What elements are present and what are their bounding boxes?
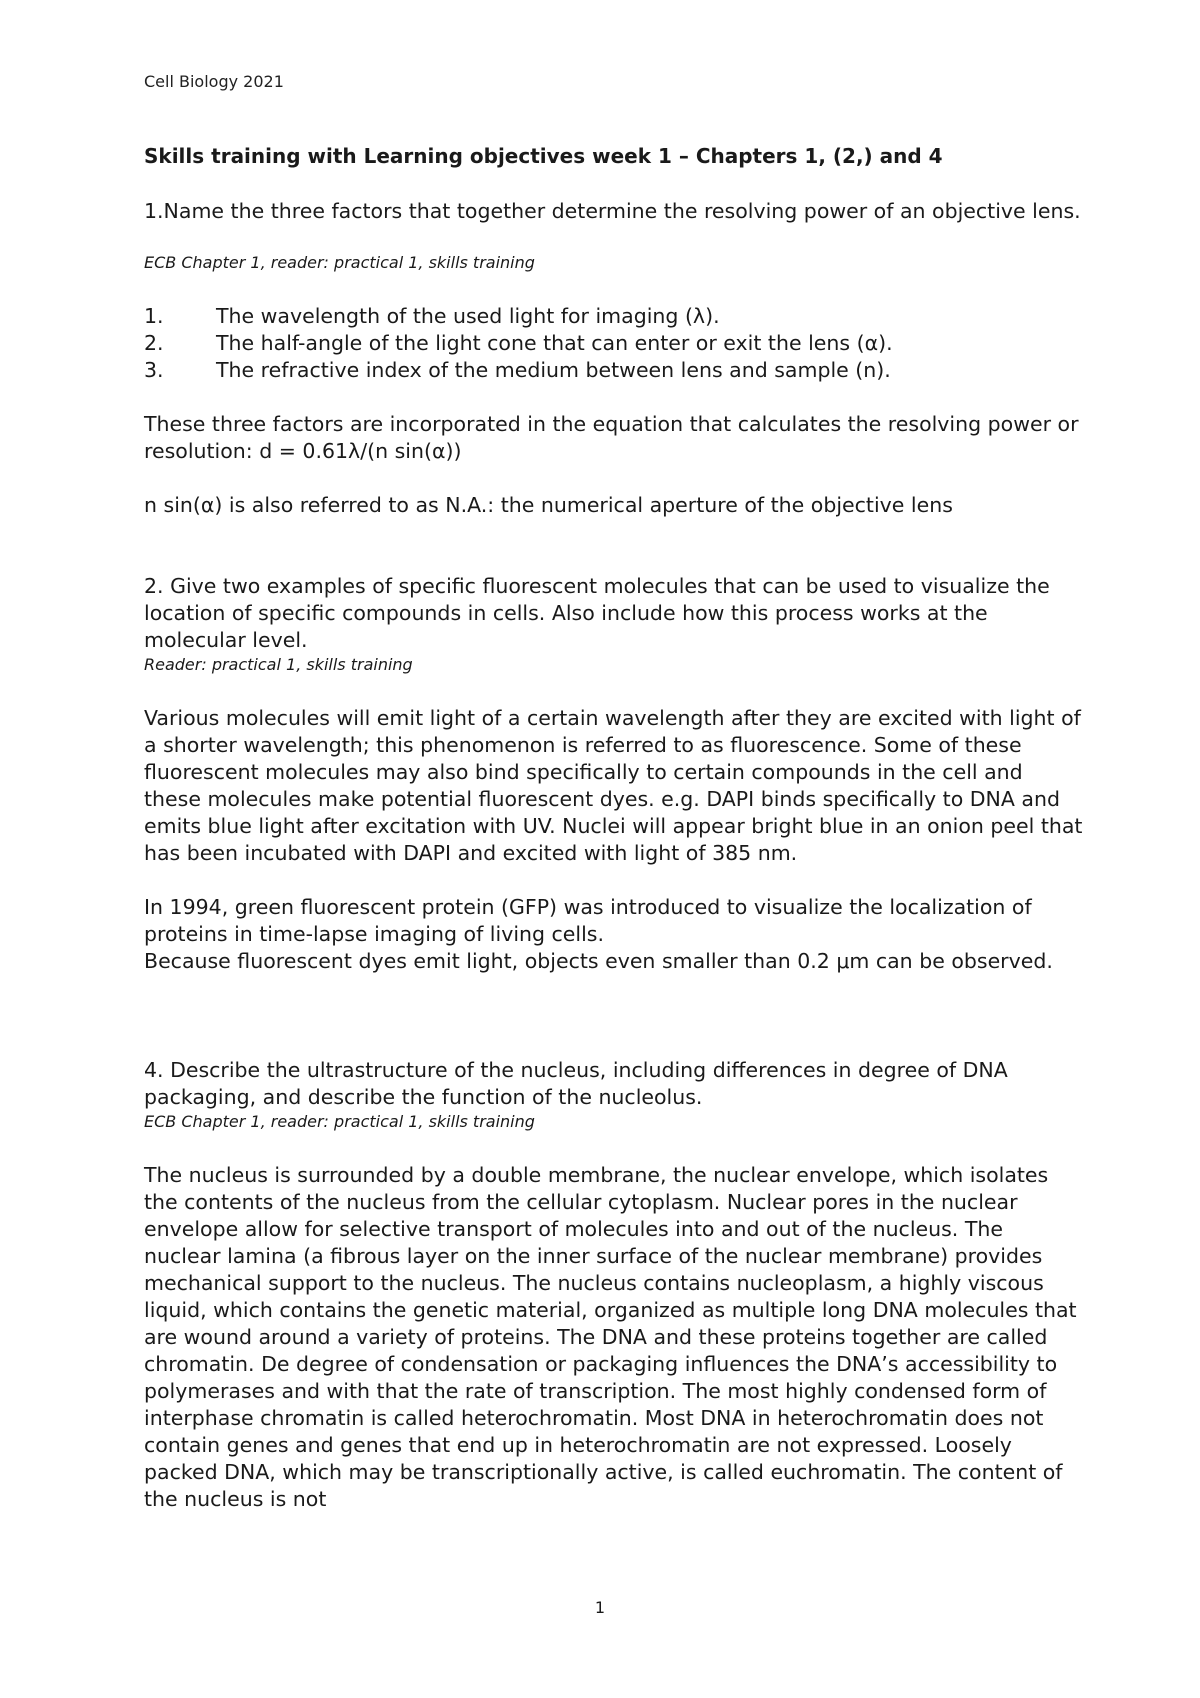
question-2: 2. Give two examples of specific fluorescent molecules that can be used to visualize the location of specific compounds in cells. Also include how this process works at the molecular level. <box>144 574 1050 652</box>
running-header: Cell Biology 2021 <box>144 72 284 91</box>
answer-4-paragraph-1: The nucleus is surrounded by a double membrane, the nuclear envelope, which isolates the contents of the nucleus from the cellular cytoplasm. Nuclear pores in the nuclear envelope allow for selective transport of molecules into and out of the nucleus. The nuclear lamina (a fibrous layer on the inner surface of the nuclear membrane) provides mechanical support to the nucleus. The nucleus contains nucleoplasm, a highly viscous liquid, which contains the genetic material, organized as multiple long DNA molecules that are wound around a variety of proteins. The DNA and these proteins together are called chromatin. De degree of condensation or packaging influences the DNA’s accessibility to polymerases and with that the rate of transcription. The most highly condensed form of interphase chromatin is called heterochromatin. Most DNA in heterochromatin does not contain genes and genes that end up in heterochromatin are not expressed. Loosely packed DNA, which may be transcriptionally active, is called euchromatin. The content of the nucleus is not <box>144 1163 1077 1511</box>
answer-2-paragraph-3: Because fluorescent dyes emit light, objects even smaller than 0.2 μm can be observed. <box>144 949 1053 973</box>
answer-list-item-3 <box>144 357 1084 384</box>
question-4: 4. Describe the ultrastructure of the nucleus, including differences in degree of DNA packaging, and describe the function of the nucleolus. <box>144 1058 1008 1109</box>
question-1-reference: ECB Chapter 1, reader: practical 1, skills training <box>144 253 535 272</box>
answer-1-paragraph-2: n sin(α) is also referred to as N.A.: the numerical aperture of the objective lens <box>144 493 953 517</box>
answer-list-item-1 <box>144 303 1084 330</box>
list-number: 2. <box>144 331 164 355</box>
list-text: The wavelength of the used light for imaging (λ). <box>216 304 720 328</box>
list-text: The half-angle of the light cone that can enter or exit the lens (α). <box>216 331 893 355</box>
list-number: 3. <box>144 358 164 382</box>
answer-2-paragraph-2: In 1994, green fluorescent protein (GFP) was introduced to visualize the localization of proteins in time-lapse imaging of living cells. <box>144 895 1032 946</box>
answer-2-paragraph-1: Various molecules will emit light of a certain wavelength after they are excited with light of a shorter wavelength; this phenomenon is referred to as fluorescence. Some of these fluorescent molecules may also bind specifically to certain compounds in the cell and these molecules make potential fluorescent dyes. e.g. DAPI binds specifically to DNA and emits blue light after excitation with UV. Nuclei will appear bright blue in an onion peel that has been incubated with DAPI and excited with light of 385 nm. <box>144 706 1083 865</box>
answer-1-paragraph-1: These three factors are incorporated in the equation that calculates the resolving power or resolution: d = 0.61λ/(n sin(α)) <box>144 412 1079 463</box>
page-number: 1 <box>594 1598 606 1617</box>
question-4-reference: ECB Chapter 1, reader: practical 1, skills training <box>144 1112 535 1131</box>
question-1: 1.Name the three factors that together determine the resolving power of an objective lens. <box>144 199 1081 223</box>
question-2-reference: Reader: practical 1, skills training <box>144 655 413 674</box>
answer-list-item-2 <box>144 330 1084 357</box>
list-number: 1. <box>144 304 164 328</box>
list-text: The refractive index of the medium between lens and sample (n). <box>216 358 891 382</box>
document-title: Skills training with Learning objectives week 1 – Chapters 1, (2,) and 4 <box>144 144 943 168</box>
